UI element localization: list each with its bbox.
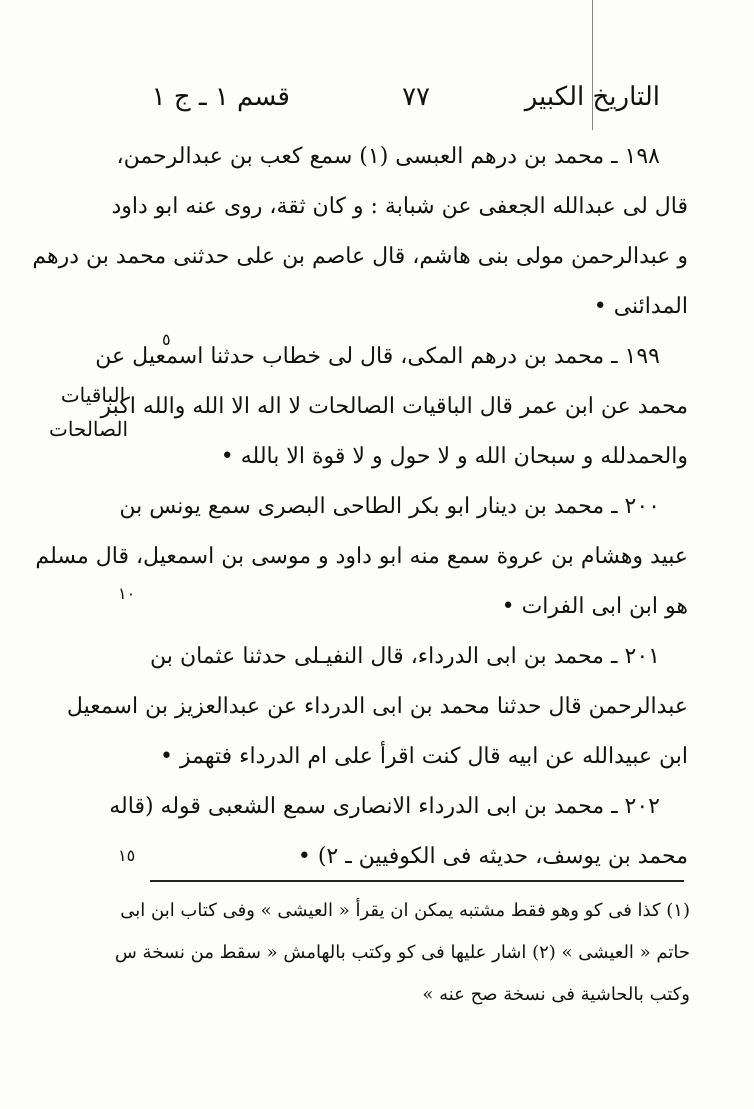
line-number-10: ١٠ [118,584,136,603]
footnote-line: حاتم « العيشى » (٢) اشار عليها فى كو وكتب بالهامش « سقط من نسخة س [114,942,690,963]
running-header [151,82,660,122]
page-number: ٧٧ [402,82,430,112]
text-line: المدائنى • [593,294,688,319]
line-number-15: ١٥ [118,846,136,865]
footnote-line: وكتب بالحاشية فى نسخة صح عنه » [422,984,690,1005]
text-line: ٢٠٠ ـ محمد بن دينار ابو بكر الطاحى البصرى سمع يونس بن [119,494,660,519]
margin-note-line: الباقيات [60,383,126,407]
text-line: عبدالرحمن قال حدثنا محمد بن ابى الدرداء عن عبدالعزيز بن اسمعيل [66,694,688,719]
text-line: ٢٠١ ـ محمد بن ابى الدرداء، قال النفيـلى حدثنا عثمان بن [150,644,660,669]
margin-note [48,378,128,446]
footnote-line: (١) كذا فى كو وهو فقط مشتبه يمكن ان يقرأ « العيشى » وفى كتاب ابن ابى [120,900,690,921]
footnotes [114,890,690,1016]
book-title: التاريخ الكبير [524,82,660,112]
section-label: قسم ١ ـ ج ١ [151,82,290,112]
text-line: و عبدالرحمن مولى بنى هاشم، قال عاصم بن على حدثنى محمد بن درهم [32,244,688,269]
text-line: ١٩٩ ـ محمد بن درهم المكى، قال لى خطاب حدثنا اسمعيل عن [95,344,660,369]
text-line: محمد بن يوسف، حديثه فى الكوفيين ـ ٢) • [297,844,688,869]
text-line: عبيد وهشام بن عروة سمع منه ابو داود و موسى بن اسمعيل، قال مسلم [35,544,688,569]
text-line: ابن عبيدالله عن ابيه قال كنت اقرأ على ام الدرداء فتهمز • [160,744,688,769]
footnote-rule [150,880,684,882]
text-line: قال لى عبدالله الجعفى عن شبابة : و كان ثقة، روى عنه ابو داود [111,194,688,219]
text-line: والحمدلله و سبحان الله و لا حول و لا قوة الا بالله • [220,444,688,469]
text-line: ٢٠٢ ـ محمد بن ابى الدرداء الانصارى سمع الشعبى قوله (قاله [109,794,660,819]
margin-note-line: الصالحات [48,417,128,441]
text-line: هو ابن ابى الفرات • [501,594,688,619]
text-line: محمد عن ابن عمر قال الباقيات الصالحات لا اله الا الله والله اكبر [100,394,688,419]
text-line: ١٩٨ ـ محمد بن درهم العبسى (١) سمع كعب بن عبدالرحمن، [116,144,660,169]
line-number-5: ٥ [162,330,171,349]
